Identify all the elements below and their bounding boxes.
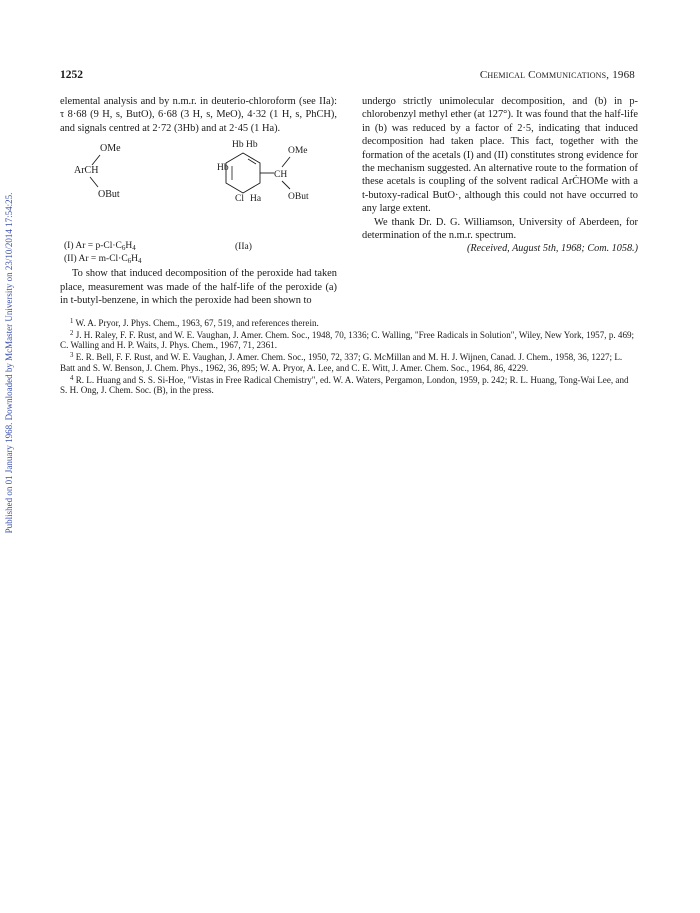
struct-iia-obut: OBut — [288, 192, 309, 203]
structure-I — [74, 143, 121, 200]
paragraph-decomposition: undergo strictly unimolecular decomposition, and (b) in p-chlorobenzyl methyl ether (at 127°). It was found that the half-life in (b) was reduced by a factor of 2·5, indicating that induced decomposition had taken place. This fact, together with the formation of the acetals (I) and (II) constitutes strong evidence for the mechanism suggested. An alternative route to the formation of these acetals is coupling of the solvent radical ArĊHOMe with a t-butoxy-radical ButO·, although this could not have occurred to any large extent. — [362, 96, 638, 215]
reference-1: $^1$ W. A. Pryor, J. Phys. Chem., 1963, 67, 519, and references therein. — [70, 318, 319, 328]
download-stamp-text: Published on 01 January 1968. Downloaded by McMaster University on 23/10/2014 17:54:25. — [4, 192, 14, 534]
struct-iia-hb-top: Hb Hb — [232, 140, 258, 151]
reference-3: $^3$ E. R. Bell, F. F. Rust, and W. E. Vaughan, J. Amer. Chem. Soc., 1950, 72, 337; G. McMillan and M. H. J. Wijnen, Canad. J. Chem., 1958, 36, 1227; L. Batt and S. W. Benson, J. Chem. Phys., 1962, 36, 895; W. A. Pryor, A. Lee, and C. E. Witt, J. Amer. Chem. Soc., 1964, 86, 4229. — [60, 352, 623, 373]
paragraph-acknowledgement: We thank Dr. D. G. Williamson, University of Aberdeen, for determination of the n.m.r. spectrum. — [362, 216, 638, 242]
page-number: 1252 — [60, 69, 83, 81]
reference-4: $^4$ R. L. Huang and S. S. Si-Hoe, "Vistas in Free Radical Chemistry", ed. W. A. Waters, Pergamon, London, 1959, p. 242; R. L. Huang, Tong-Wai Lee, and S. H. Ong, J. Chem. Soc. (B), in the press. — [60, 374, 629, 396]
acetal-label-ii: (II) $Ar = m-Cl\cdot C_6H_4$ — [64, 254, 142, 266]
struct-i-ome: OMe — [100, 143, 121, 155]
running-head: Chemical Communications, 1968 — [479, 69, 635, 81]
paragraph-nmr: elemental analysis and by n.m.r. in deuterio-chloroform (see IIa): τ 8·68 (9 H, s, ButO), 6·68 (3 H, s, MeO), 4·32 (1 H, s, PhCH), and signals centred at 2·72 (3Hb) and at 2·45 (1 Ha). — [60, 96, 337, 134]
acetal-label-i: (I) $Ar = p-Cl\cdot C_6H_4$ — [64, 241, 136, 253]
received-date: (Received, August 5th, 1968; Com. 1058.) — [467, 243, 638, 255]
struct-iia-cl: Cl — [235, 194, 244, 205]
struct-i-arch: ArCH — [74, 165, 99, 177]
right-column — [362, 95, 638, 256]
structure-IIa — [217, 140, 309, 204]
chemical-structures — [60, 137, 337, 265]
struct-iia-ch: CH — [274, 170, 288, 181]
paragraph-half-life: To show that induced decomposition of the peroxide had taken place, measurement was made of the half-life of the peroxide (a) in t-butyl-benzene, in which the peroxide had been shown to — [60, 268, 337, 307]
structure-iia-label: (IIa) — [235, 242, 252, 253]
references — [60, 317, 638, 396]
struct-iia-ha: Ha — [250, 194, 262, 205]
reference-2: $^2$ J. H. Raley, F. F. Rust, and W. E. Vaughan, J. Amer. Chem. Soc., 1948, 70, 1336; C. Walling, "Free Radicals in Solution", Wiley, New York, 1957, p. 469; C. Walling and H. P. Waits, J. Phys. Chem., 1967, 71, 2361. — [60, 329, 635, 351]
struct-iia-hb-left: Hb — [217, 163, 229, 174]
struct-i-obut: OBut — [98, 189, 120, 201]
download-stamp — [2, 0, 16, 913]
struct-iia-ome: OMe — [288, 146, 308, 157]
acetal-labels — [64, 241, 142, 267]
left-column — [60, 95, 337, 307]
